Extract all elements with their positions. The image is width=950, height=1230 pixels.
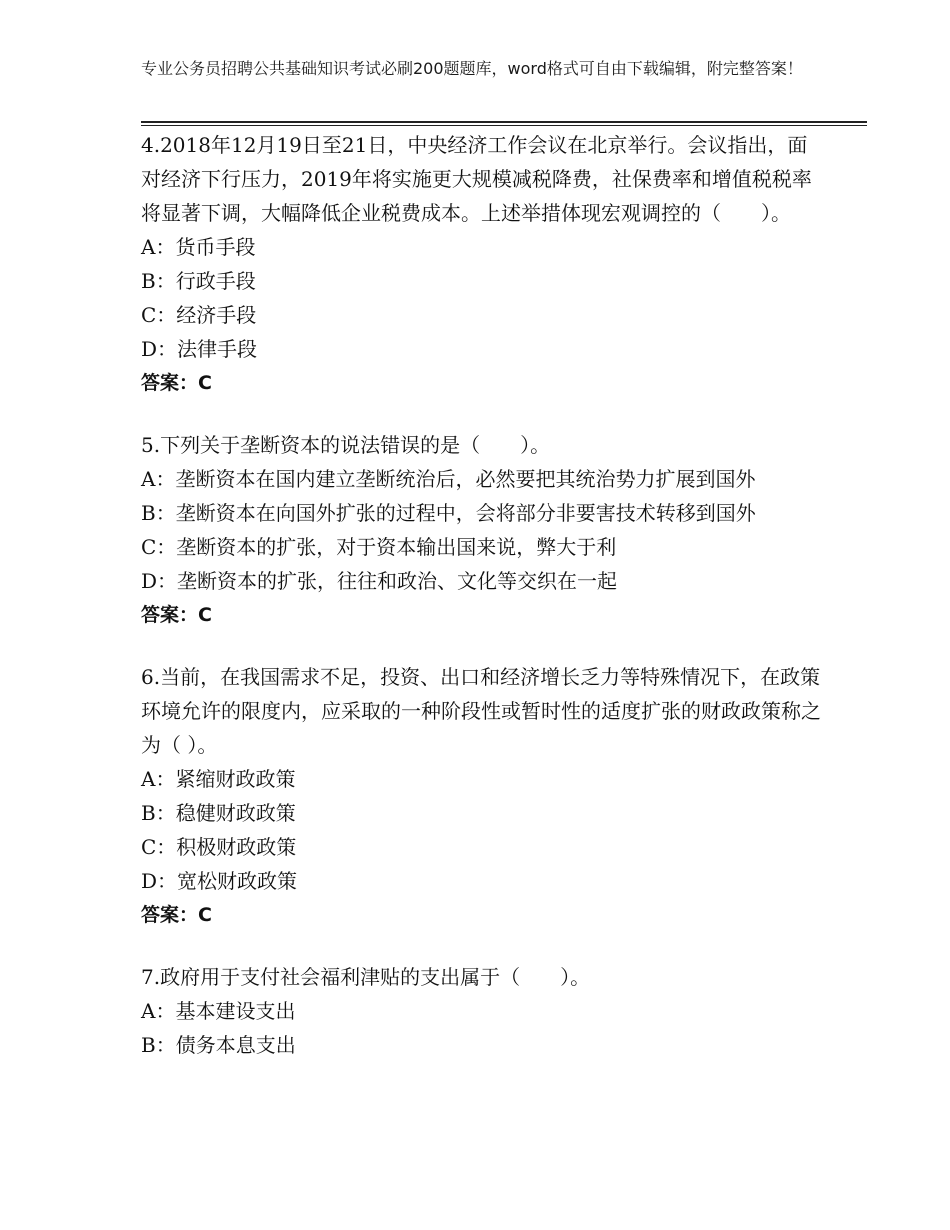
- option-a: A：垄断资本在国内建立垄断统治后，必然要把其统治势力扩展到国外: [141, 467, 756, 491]
- option-a: A：紧缩财政政策: [141, 767, 296, 791]
- option-c: C：积极财政政策: [141, 835, 297, 859]
- option-b: B：债务本息支出: [141, 1033, 296, 1057]
- header-rule-thick: [141, 121, 867, 123]
- option-b: B：行政手段: [141, 269, 256, 293]
- option-a: A：货币手段: [141, 235, 256, 259]
- question-4: [141, 128, 821, 400]
- question-stem: 7.政府用于支付社会福利津贴的支出属于（ ）。: [141, 965, 591, 989]
- question-stem: 4.2018年12月19日至21日，中央经济工作会议在北京举行。会议指出，面对经济下行压力，2019年将实施更大规模减税降费，社保费率和增值税税率将显著下调，大幅降低企业税费成本。上述举措体现宏观调控的（ ）。: [141, 133, 812, 225]
- answer: 答案：C: [141, 904, 212, 926]
- option-c: C：垄断资本的扩张，对于资本输出国来说，弊大于利: [141, 535, 617, 559]
- question-list: [141, 128, 821, 1090]
- question-5: [141, 428, 821, 632]
- answer: 答案：C: [141, 604, 212, 626]
- option-a: A：基本建设支出: [141, 999, 296, 1023]
- header-rule-thin: [141, 125, 867, 126]
- document-header: 专业公务员招聘公共基础知识考试必刷200题题库，word格式可自由下载编辑，附完整答案！: [141, 59, 803, 78]
- answer: 答案：C: [141, 372, 212, 394]
- question-6: [141, 660, 821, 932]
- option-d: D：垄断资本的扩张，往往和政治、文化等交织在一起: [141, 569, 618, 593]
- question-stem: 6.当前，在我国需求不足，投资、出口和经济增长乏力等特殊情况下，在政策环境允许的限度内，应采取的一种阶段性或暂时性的适度扩张的财政政策称之为（ ）。: [141, 665, 821, 757]
- question-7: [141, 960, 821, 1062]
- option-c: C：经济手段: [141, 303, 257, 327]
- option-d: D：宽松财政政策: [141, 869, 298, 893]
- option-b: B：垄断资本在向国外扩张的过程中，会将部分非要害技术转移到国外: [141, 501, 756, 525]
- question-stem: 5.下列关于垄断资本的说法错误的是（ ）。: [141, 433, 551, 457]
- option-b: B：稳健财政政策: [141, 801, 296, 825]
- option-d: D：法律手段: [141, 337, 258, 361]
